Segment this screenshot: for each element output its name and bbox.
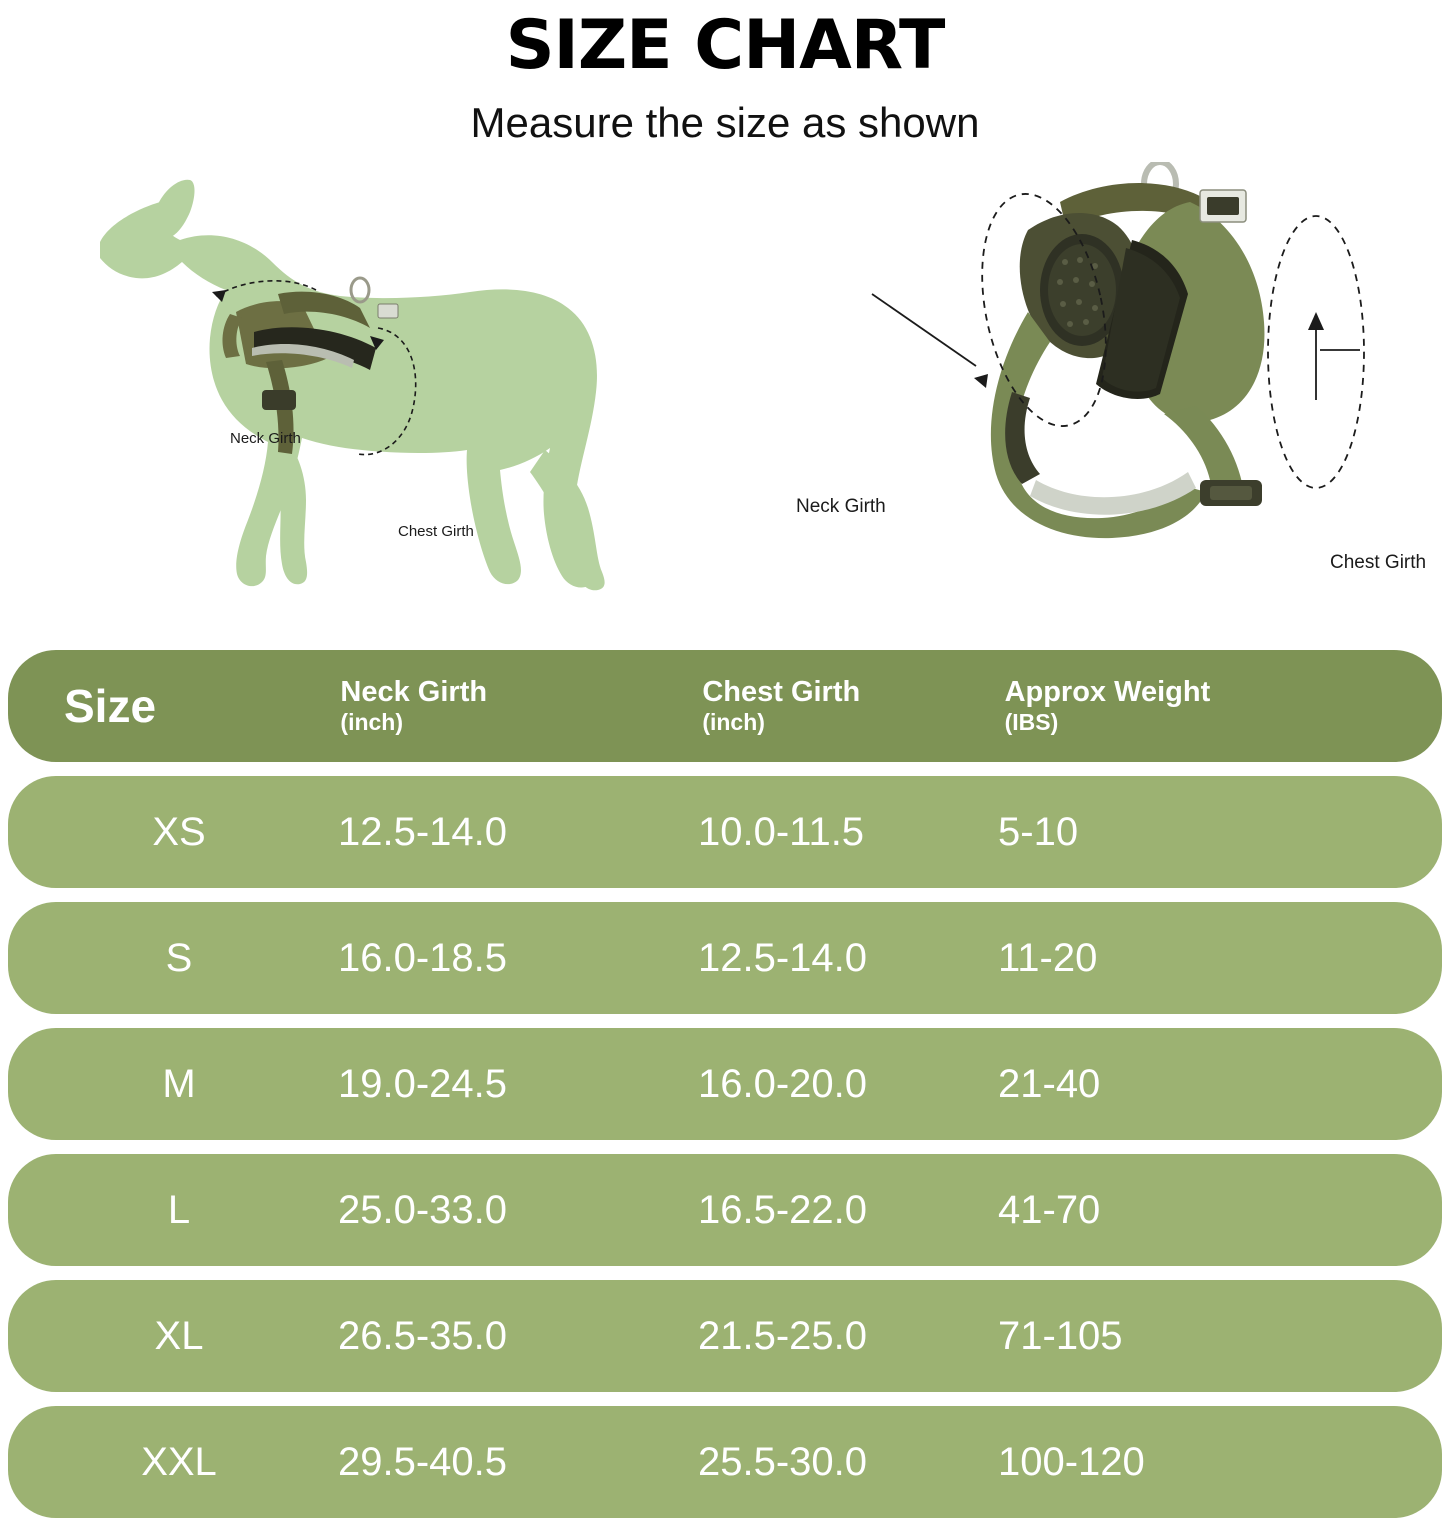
row-size-cell <box>8 1062 338 1107</box>
dog-neck-girth-label: Neck Girth <box>230 430 301 447</box>
table-row <box>8 776 1442 888</box>
dog-silhouette-figure <box>40 162 720 592</box>
product-neck-girth-label: Neck Girth <box>796 496 886 517</box>
harness-product-svg <box>760 162 1450 592</box>
row-chest-value: 21.5-25.0 <box>698 1313 868 1358</box>
row-size-value: L <box>167 1187 191 1232</box>
header-neck-label: Neck Girth <box>340 676 488 709</box>
row-chest-value: 25.5-30.0 <box>698 1439 868 1484</box>
page-title: SIZE CHART <box>505 6 945 85</box>
row-chest-cell <box>698 1440 998 1485</box>
row-weight-value: 100-120 <box>998 1439 1145 1484</box>
header-weight-label: Approx Weight <box>1004 676 1211 709</box>
table-row <box>8 1154 1442 1266</box>
row-weight-cell <box>998 936 1438 981</box>
row-size-value: M <box>162 1061 196 1106</box>
row-chest-value: 16.5-22.0 <box>698 1187 868 1232</box>
row-neck-value: 25.0-33.0 <box>338 1187 508 1232</box>
row-neck-cell <box>338 936 698 981</box>
row-weight-value: 41-70 <box>998 1187 1101 1232</box>
row-chest-value: 12.5-14.0 <box>698 935 868 980</box>
row-size-cell <box>8 1314 338 1359</box>
row-neck-value: 29.5-40.5 <box>338 1439 508 1484</box>
row-weight-value: 11-20 <box>998 935 1098 980</box>
table-header-row <box>8 650 1442 762</box>
row-neck-cell <box>338 1314 698 1359</box>
row-weight-cell <box>998 810 1438 855</box>
header-cell-chest <box>698 676 1000 736</box>
header-weight-unit: (IBS) <box>1004 709 1059 736</box>
row-chest-cell <box>698 936 998 981</box>
row-size-cell <box>8 1188 338 1233</box>
row-size-cell <box>8 1440 338 1485</box>
product-chest-girth-label: Chest Girth <box>1330 552 1427 573</box>
row-chest-cell <box>698 1062 998 1107</box>
row-neck-value: 26.5-35.0 <box>338 1313 508 1358</box>
row-size-value: XS <box>152 809 206 854</box>
row-neck-cell <box>338 1062 698 1107</box>
row-weight-cell <box>998 1188 1438 1233</box>
size-chart-table <box>8 650 1442 1532</box>
table-row <box>8 902 1442 1014</box>
header-size-label: Size <box>64 679 157 732</box>
row-weight-value: 71-105 <box>998 1313 1123 1358</box>
row-neck-cell <box>338 1440 698 1485</box>
row-chest-cell <box>698 1314 998 1359</box>
row-chest-value: 10.0-11.5 <box>698 809 865 854</box>
table-row <box>8 1406 1442 1518</box>
row-size-value: XL <box>154 1313 204 1358</box>
table-row <box>8 1028 1442 1140</box>
header-cell-neck <box>336 676 698 736</box>
dog-silhouette-svg <box>40 162 720 592</box>
row-weight-cell <box>998 1440 1438 1485</box>
header-neck-unit: (inch) <box>340 709 404 736</box>
dog-chest-girth-label: Chest Girth <box>398 523 474 540</box>
row-neck-value: 19.0-24.5 <box>338 1061 508 1106</box>
row-chest-value: 16.0-20.0 <box>698 1061 868 1106</box>
row-size-value: S <box>165 935 193 980</box>
row-neck-value: 16.0-18.5 <box>338 935 508 980</box>
header-cell-weight <box>1001 676 1442 736</box>
row-neck-value: 12.5-14.0 <box>338 809 508 854</box>
row-chest-cell <box>698 1188 998 1233</box>
row-size-cell <box>8 936 338 981</box>
row-weight-value: 21-40 <box>998 1061 1101 1106</box>
row-size-value: XXL <box>141 1439 217 1484</box>
row-chest-cell <box>698 810 998 855</box>
header-chest-unit: (inch) <box>702 709 765 736</box>
row-weight-value: 5-10 <box>998 809 1079 854</box>
row-size-cell <box>8 810 338 855</box>
table-row <box>8 1280 1442 1392</box>
harness-product-figure <box>760 162 1450 592</box>
row-weight-cell <box>998 1062 1438 1107</box>
page-subtitle: Measure the size as shown <box>470 99 980 146</box>
row-neck-cell <box>338 810 698 855</box>
row-neck-cell <box>338 1188 698 1233</box>
row-weight-cell <box>998 1314 1438 1359</box>
header-chest-label: Chest Girth <box>702 676 861 709</box>
illustration-area <box>0 162 1450 592</box>
header-cell-size <box>8 679 336 732</box>
